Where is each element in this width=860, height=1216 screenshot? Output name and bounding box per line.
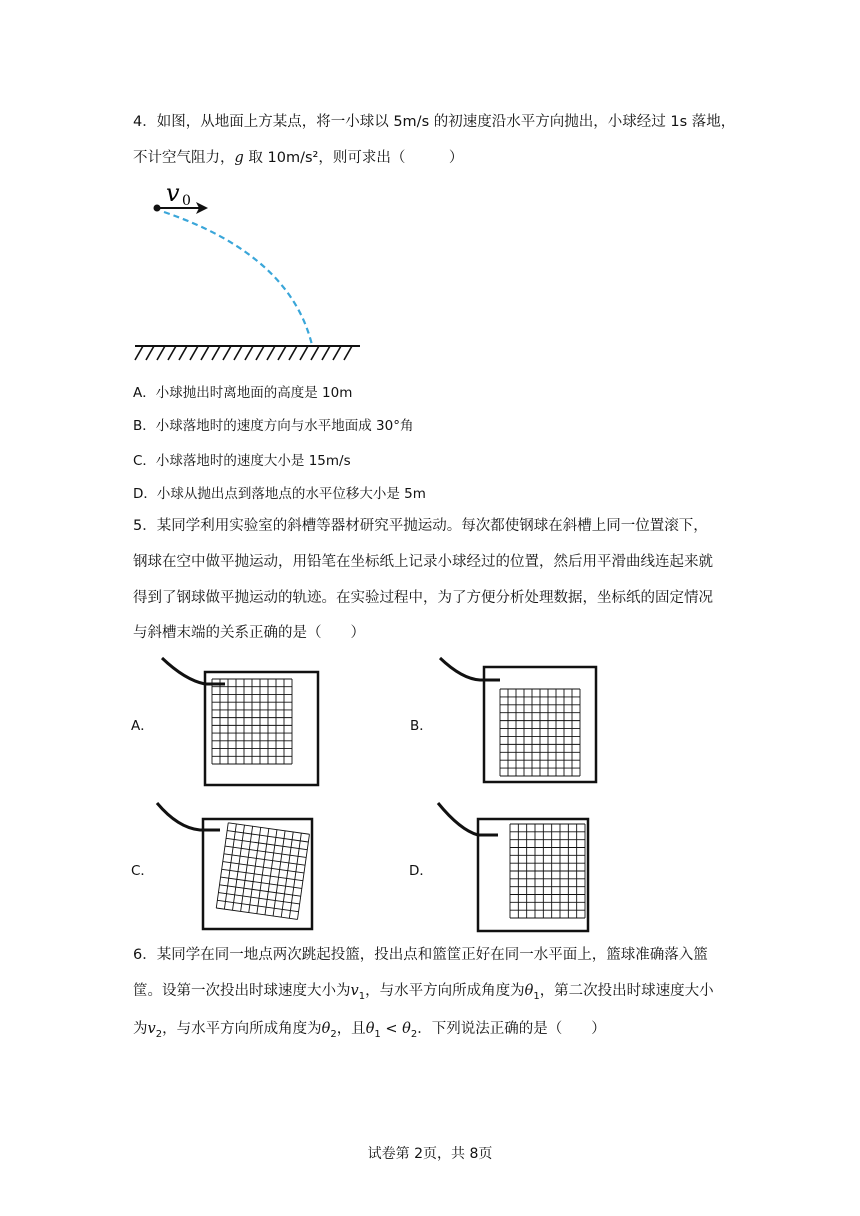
q4-text-line-2: 不计空气阻力，g 取 10m/s²，则可求出（ ） <box>133 150 464 166</box>
q4-text-line-1: 4．如图，从地面上方某点，将一小球以 5m/s 的初速度沿水平方向抛出，小球经过 1s 落地， <box>133 114 736 130</box>
board-frame <box>205 672 318 785</box>
q5-option-b-label: B． <box>410 718 433 734</box>
coordinate-grid <box>212 679 292 764</box>
q4-projectile-figure <box>130 175 370 370</box>
chute <box>157 803 220 830</box>
q5-option-a-figure <box>150 655 325 795</box>
svg-text:0: 0 <box>182 193 191 209</box>
q5-text-line-3: 得到了钢球做平抛运动的轨迹。在实验过程中，为了方便分析处理数据，坐标纸的固定情况 <box>133 590 713 606</box>
q4-option-a: A．小球抛出时离地面的高度是 10m <box>133 385 353 401</box>
q5-option-d-figure <box>430 800 605 935</box>
svg-text:v: v <box>166 179 180 207</box>
q6-text-line-1: 6．某同学在同一地点两次跳起投篮，投出点和篮筐正好在同一水平面上，篮球准确落入篮 <box>133 947 708 963</box>
q5-option-d-label: D． <box>409 863 433 879</box>
q5-option-c-figure <box>150 800 325 935</box>
q5-option-c-label: C． <box>131 863 154 879</box>
q5-option-a-label: A． <box>131 718 154 734</box>
q6-text-line-2: 筐。设第一次投出时球速度大小为$v_1$，与水平方向所成角度为$\theta_1$，第二次投出时球速度大小 <box>133 983 714 1002</box>
chute <box>440 658 500 680</box>
q5-text-line-4: 与斜槽末端的关系正确的是（ ） <box>133 625 365 641</box>
coordinate-grid <box>216 823 309 920</box>
q4-option-d: D．小球从抛出点到落地点的水平位移大小是 5m <box>133 486 426 502</box>
coordinate-grid <box>500 689 580 776</box>
q4-option-b: B．小球落地时的速度方向与水平地面成 30°角 <box>133 418 414 434</box>
trajectory-curve <box>164 212 312 345</box>
q5-text-line-2: 钢球在空中做平抛运动，用铅笔在坐标纸上记录小球经过的位置，然后用平滑曲线连起来就 <box>133 554 713 570</box>
ground-hatching <box>135 346 352 360</box>
q6-text-line-3: 为$v_2$，与水平方向所成角度为$\theta_2$，且$\theta_1 < \theta_2$．下列说法正确的是（ ） <box>133 1021 606 1040</box>
coordinate-grid <box>510 824 585 918</box>
gravity-symbol: g <box>234 150 244 166</box>
q5-text-line-1: 5．某同学利用实验室的斜槽等器材研究平抛运动。每次都使钢球在斜槽上同一位置滚下， <box>133 518 708 534</box>
initial-velocity-label <box>166 179 191 209</box>
q5-option-b-figure <box>430 655 605 795</box>
q4-option-c: C．小球落地时的速度大小是 15m/s <box>133 453 351 469</box>
page-footer: 试卷第 2页，共 8页 <box>367 1146 493 1162</box>
